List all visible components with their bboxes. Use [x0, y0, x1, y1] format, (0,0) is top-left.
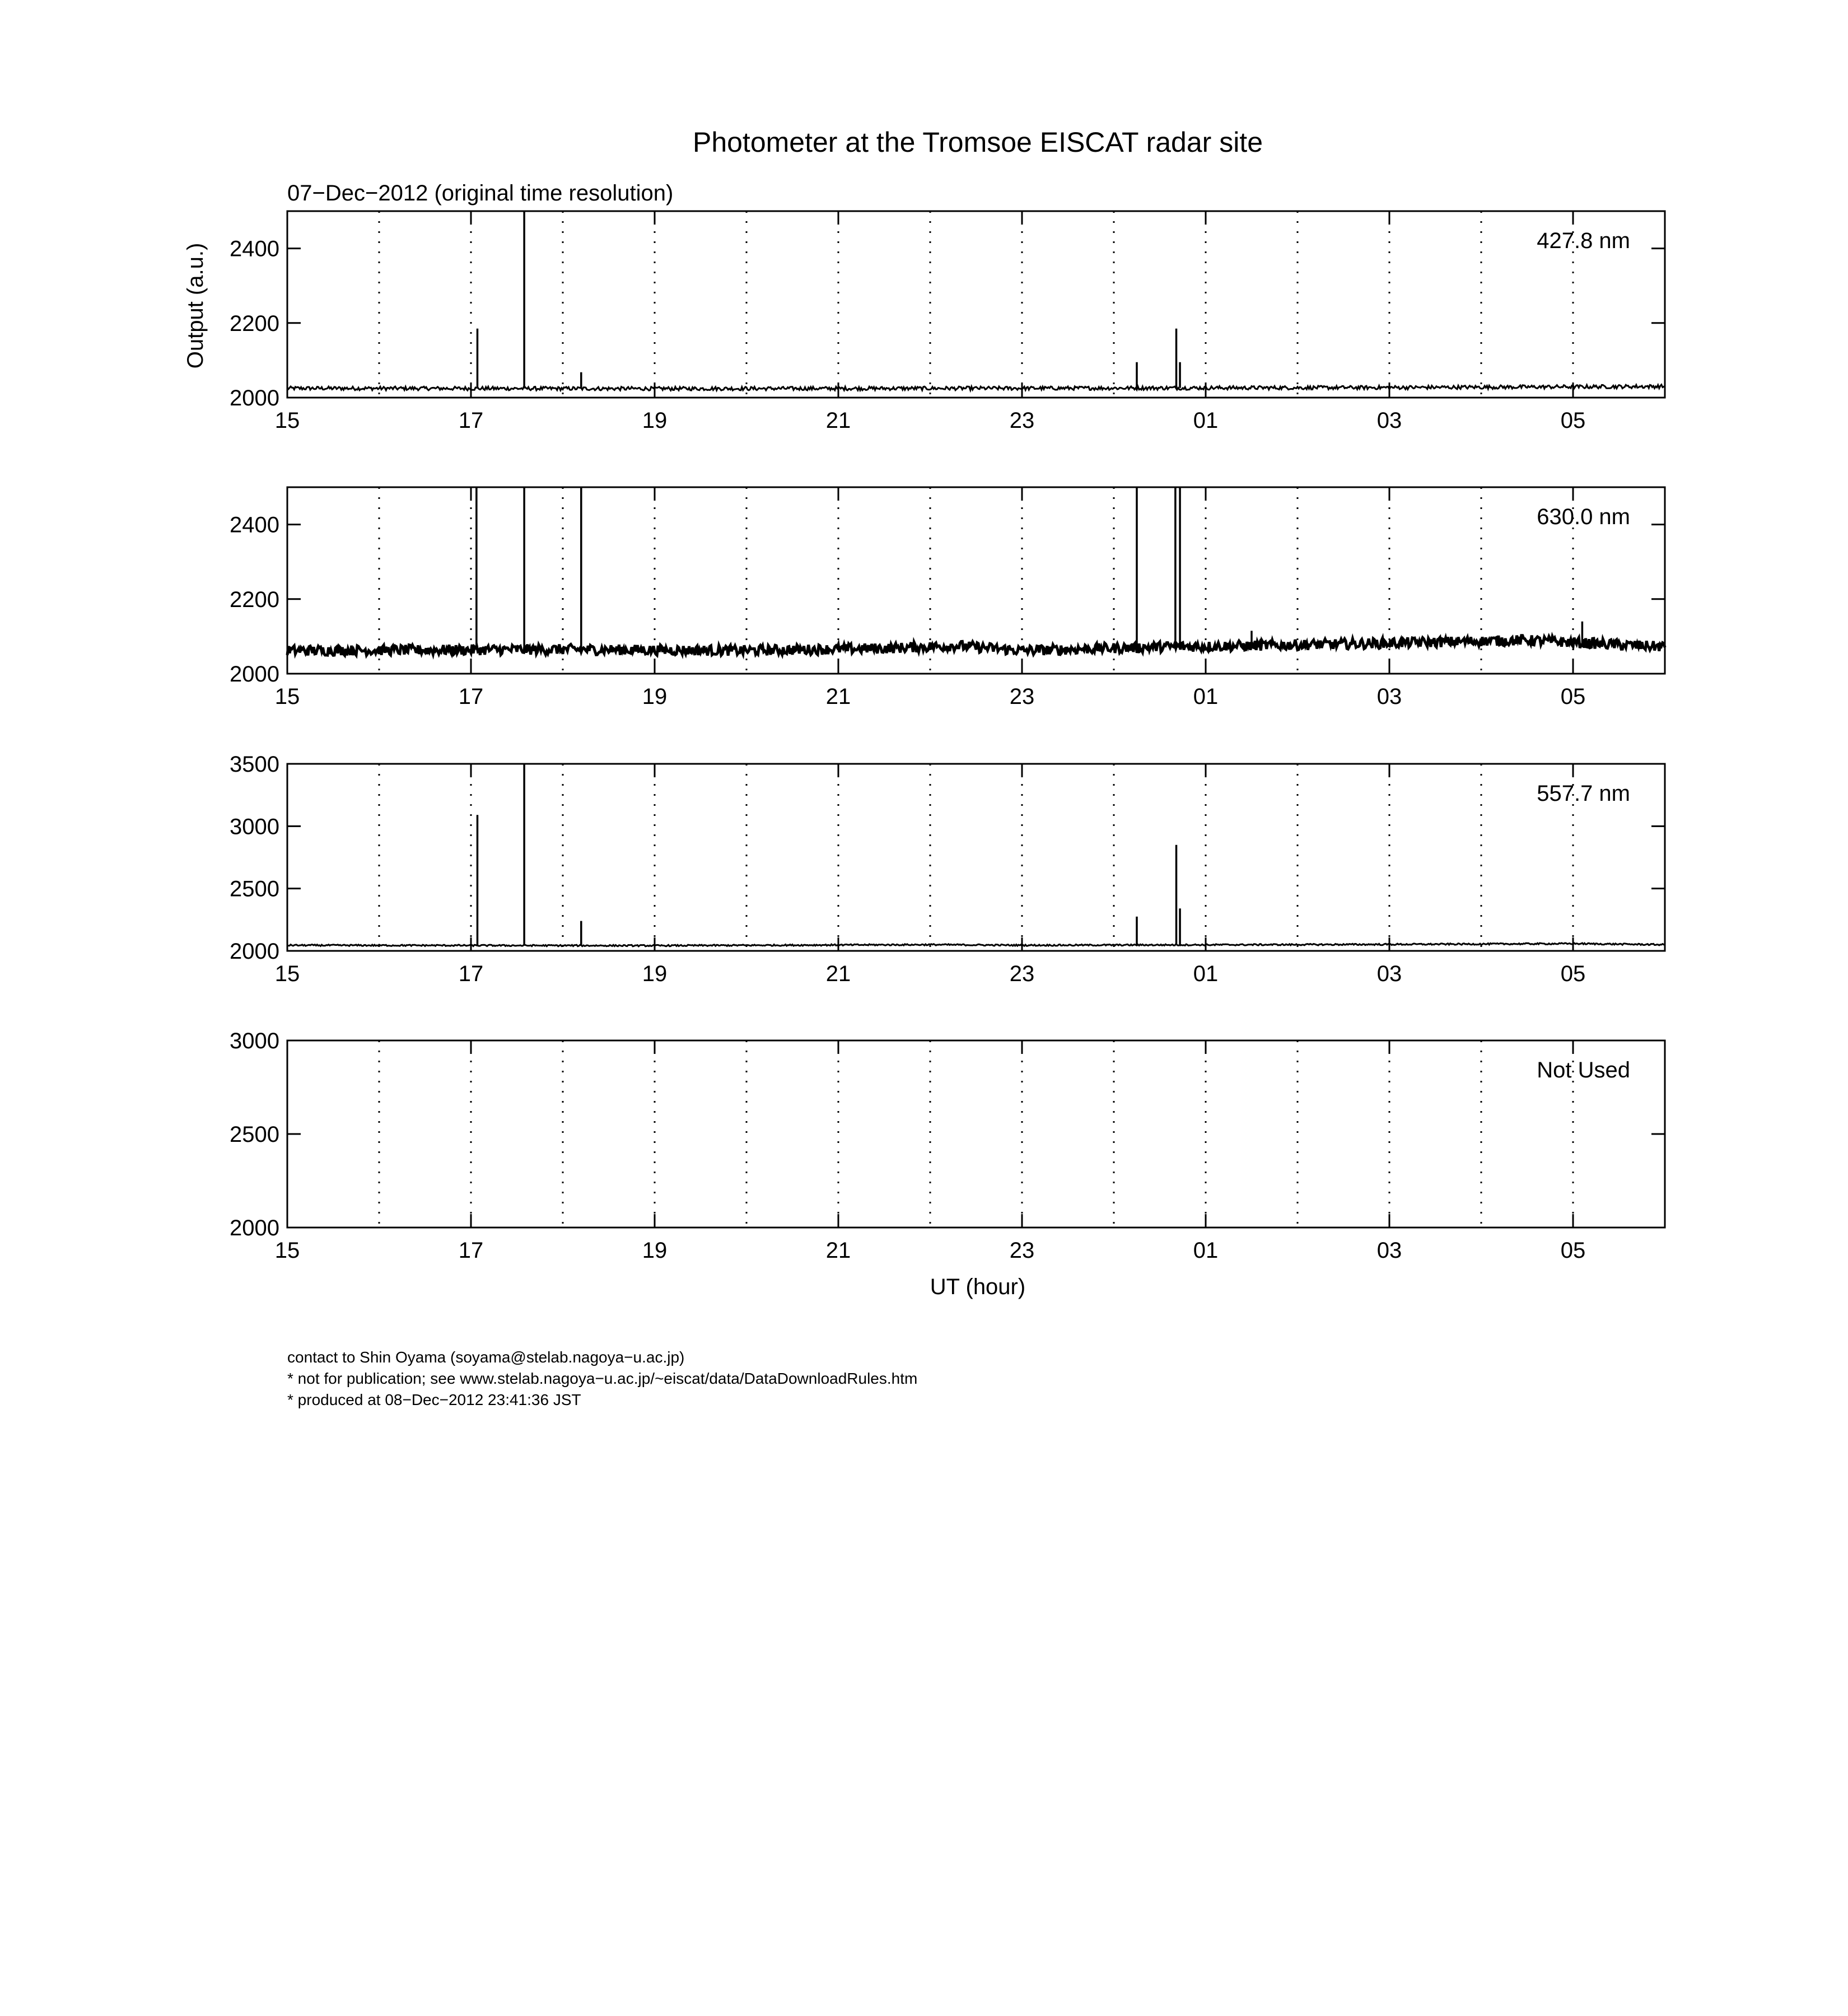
- p0-y-tick-label-2000: 2000: [230, 386, 279, 410]
- figure-title: Photometer at the Tromsoe EISCAT radar site: [692, 127, 1263, 158]
- p3-x-tick-label-0: 15: [274, 1238, 300, 1263]
- p3-y-tick-label-3000: 3000: [230, 1029, 279, 1053]
- footer-notes: [287, 1347, 917, 1411]
- p0-x-tick-label-5: 01: [1193, 408, 1219, 433]
- footer-produced-at: * produced at 08−Dec−2012 23:41:36 JST: [287, 1391, 581, 1408]
- p0-x-tick-label-4: 23: [1009, 408, 1035, 433]
- p2-x-tick-label-2: 19: [642, 962, 668, 986]
- p3-x-tick-label-5: 01: [1193, 1238, 1219, 1263]
- p2-x-tick-label-0: 15: [274, 962, 300, 986]
- p3-x-tick-label-1: 17: [458, 1238, 484, 1263]
- p1-y-tick-label-2400: 2400: [230, 512, 279, 538]
- p1-x-tick-label-5: 01: [1193, 684, 1219, 709]
- footer-publication-note: * not for publication; see www.stelab.nagoya−u.ac.jp/~eiscat/data/DataDownloadRules.htm: [287, 1370, 918, 1387]
- p1-x-tick-label-3: 21: [825, 684, 851, 709]
- p3-x-tick-label-7: 05: [1560, 1238, 1586, 1263]
- footer-contact: contact to Shin Oyama (soyama@stelab.nagoya−u.ac.jp): [287, 1348, 685, 1366]
- p2-x-tick-label-1: 17: [458, 962, 484, 986]
- p2-x-tick-label-7: 05: [1560, 962, 1586, 986]
- p3-x-tick-label-2: 19: [642, 1238, 668, 1263]
- p1-x-tick-label-0: 15: [274, 684, 300, 709]
- p0-x-tick-label-3: 21: [825, 408, 851, 433]
- p2-y-tick-label-2500: 2500: [230, 876, 279, 902]
- p0-y-tick-label-2200: 2200: [230, 311, 279, 336]
- figure-subtitle: 07−Dec−2012 (original time resolution): [287, 181, 674, 206]
- p0-x-tick-label-2: 19: [642, 408, 668, 433]
- p2-x-tick-label-6: 03: [1376, 962, 1402, 986]
- p3-y-tick-label-2500: 2500: [230, 1122, 279, 1147]
- p1-x-tick-label-4: 23: [1009, 684, 1035, 709]
- p2-x-tick-label-4: 23: [1009, 962, 1035, 986]
- p1-x-tick-label-6: 03: [1376, 684, 1402, 709]
- p1-x-tick-label-2: 19: [642, 684, 668, 709]
- p3-x-tick-label-3: 21: [825, 1238, 851, 1263]
- p2-y-tick-label-2000: 2000: [230, 939, 279, 964]
- p1-x-tick-label-7: 05: [1560, 684, 1586, 709]
- p0-x-tick-label-0: 15: [274, 408, 300, 433]
- p0-y-tick-label-2400: 2400: [230, 236, 279, 262]
- p2-x-tick-label-5: 01: [1193, 962, 1219, 986]
- p3-label-not-used: Not Used: [1537, 1058, 1630, 1082]
- p1-y-tick-label-2000: 2000: [230, 662, 279, 687]
- p2-label-557-7-nm: 557.7 nm: [1537, 781, 1630, 806]
- x-axis-label: UT (hour): [930, 1275, 1026, 1299]
- p3-x-tick-label-4: 23: [1009, 1238, 1035, 1263]
- p1-label-630-0-nm: 630.0 nm: [1537, 505, 1630, 529]
- p2-y-tick-label-3000: 3000: [230, 814, 279, 839]
- p0-label-427-8-nm: 427.8 nm: [1537, 228, 1630, 253]
- p0-x-tick-label-1: 17: [458, 408, 484, 433]
- p2-y-tick-label-3500: 3500: [230, 752, 279, 777]
- p0-x-tick-label-7: 05: [1560, 408, 1586, 433]
- p1-y-tick-label-2200: 2200: [230, 587, 279, 612]
- p1-x-tick-label-1: 17: [458, 684, 484, 709]
- p0-x-tick-label-6: 03: [1376, 408, 1402, 433]
- p2-x-tick-label-3: 21: [825, 962, 851, 986]
- p3-y-tick-label-2000: 2000: [230, 1216, 279, 1240]
- p3-x-tick-label-6: 03: [1376, 1238, 1402, 1263]
- y-axis-label: Output (a.u.): [183, 242, 208, 369]
